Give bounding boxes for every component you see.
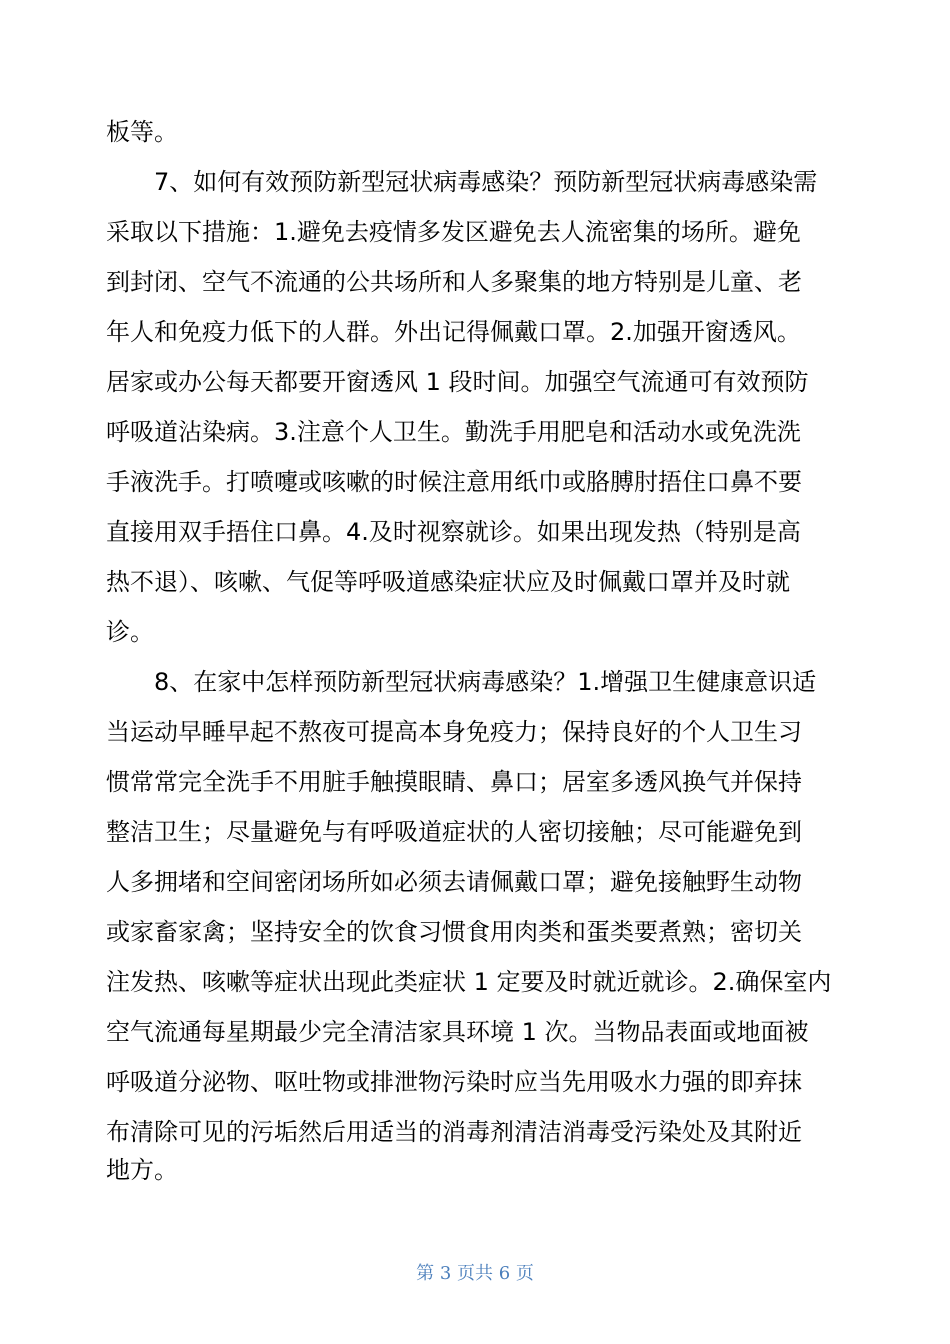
paragraph-line: 直接用双手捂住口鼻。4.及时视察就诊。如果出现发热（特别是高 — [106, 518, 801, 546]
paragraph-line: 年人和免疫力低下的人群。外出记得佩戴口罩。2.加强开窗透风。 — [106, 318, 801, 346]
paragraph-line: 布清除可见的污垢然后用适当的消毒剂清洁消毒受污染处及其附近 — [106, 1118, 802, 1146]
paragraph-line: 采取以下措施：1.避免去疫情多发区避免去人流密集的场所。避免 — [106, 218, 801, 246]
paragraph-line: 居家或办公每天都要开窗透风 1 段时间。加强空气流通可有效预防 — [106, 368, 809, 396]
paragraph-line: 8、在家中怎样预防新型冠状病毒感染？1.增强卫生健康意识适 — [154, 668, 817, 696]
page-number-footer: 第 3 页共 6 页 — [416, 1263, 534, 1284]
paragraph-line: 或家畜家禽；坚持安全的饮食习惯食用肉类和蛋类要煮熟；密切关 — [106, 918, 802, 946]
paragraph-line: 惯常常完全洗手不用脏手触摸眼睛、鼻口；居室多透风换气并保持 — [106, 768, 802, 796]
paragraph-line: 热不退）、咳嗽、气促等呼吸道感染症状应及时佩戴口罩并及时就 — [106, 568, 790, 596]
paragraph-line: 空气流通每星期最少完全清洁家具环境 1 次。当物品表面或地面被 — [106, 1018, 809, 1046]
paragraph-line: 注发热、咳嗽等症状出现此类症状 1 定要及时就近就诊。2.确保室内 — [106, 968, 832, 996]
paragraph-line: 诊。 — [106, 618, 154, 646]
paragraph-line: 整洁卫生；尽量避免与有呼吸道症状的人密切接触；尽可能避免到 — [106, 818, 802, 846]
paragraph-line: 到封闭、空气不流通的公共场所和人多聚集的地方特别是儿童、老 — [106, 268, 802, 296]
paragraph-line: 呼吸道分泌物、呕吐物或排泄物污染时应当先用吸水力强的即弃抹 — [106, 1068, 802, 1096]
paragraph-line: 呼吸道沾染病。3.注意个人卫生。勤洗手用肥皂和活动水或免洗洗 — [106, 418, 801, 446]
paragraph-line: 地方。 — [106, 1156, 178, 1184]
paragraph-line: 人多拥堵和空间密闭场所如必须去请佩戴口罩；避免接触野生动物 — [106, 868, 802, 896]
paragraph-line: 板等。 — [106, 118, 178, 146]
paragraph-line: 当运动早睡早起不熬夜可提高本身免疫力；保持良好的个人卫生习 — [106, 718, 802, 746]
paragraph-line: 手液洗手。打喷嚏或咳嗽的时候注意用纸巾或胳膊肘捂住口鼻不要 — [106, 468, 802, 496]
paragraph-line: 7、如何有效预防新型冠状病毒感染？预防新型冠状病毒感染需 — [154, 168, 818, 196]
